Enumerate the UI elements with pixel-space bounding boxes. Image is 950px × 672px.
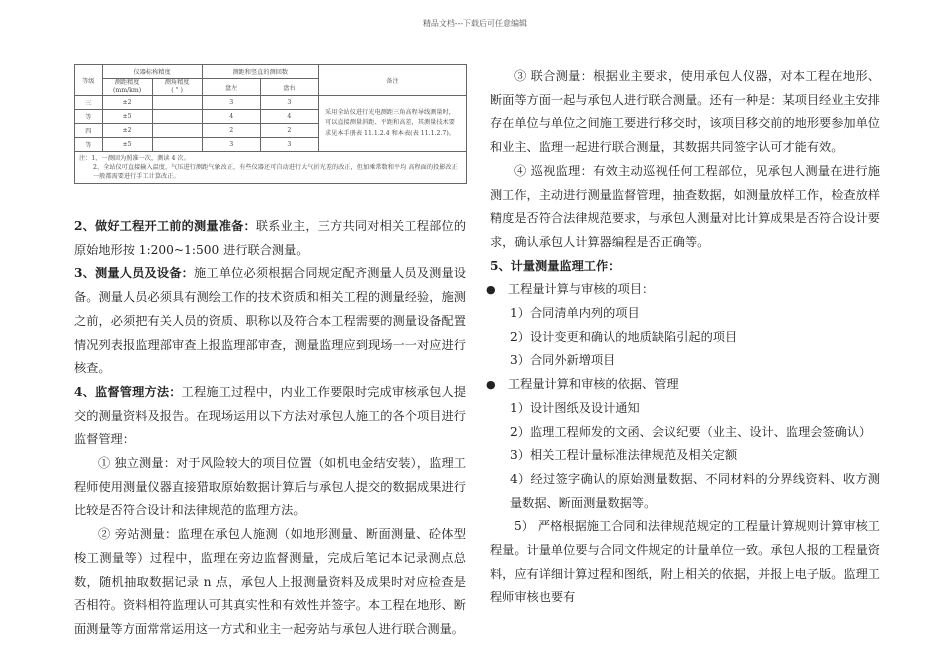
list-item: 2）监理工程师发的文函、会议纪要（业主、设计、监理会签确认） [510, 424, 872, 439]
th-remark: 备注 [318, 65, 466, 96]
th-rounds: 测距和竖直的测回数 [202, 65, 318, 79]
section-3: 3、测量人员及设备：施工单位必须根据合同规定配齐测量人员及测量设备。测量人员必须具有测绘工作的技术资质和相关工程的测量经验，施测之前，必须把有关人员的资质、职称以及符合本工程需要的测量设备配置情况列表报监理部审查上报监理部审查，测量监理应到现场一一对应进行核查。 [74, 266, 467, 376]
section-4-title: 4、监督管理方法： [74, 384, 182, 399]
table-notes: 注：1、一测回为照准一次，测读 4 次。 2、全站仪可直接输入温度、气压进行测距气象改正，有些仪器还可自动进行大气折光差的改正，但加乘常数和平均 高程面的投影改正一般都需要进行手工计算改正。 [75, 152, 467, 184]
table-row: 四 ±2 2 2 [75, 124, 467, 138]
method-patrol: ④ 巡视监理：有效主动巡视任何工程部位，见承包人测量在进行施测工作，主动进行测量监督管理，抽查数据，如测量放样工作，检查放样精度是否符合法律规范要求，与承包人测量对比计算成果是否符合设计要求，确认承包人计算器编程是否正确等。 [490, 163, 880, 249]
section-2-title: 2、做好工程开工前的测量准备： [74, 219, 256, 233]
th-level: 等级 [75, 65, 103, 96]
section-5-title: 5、计量测量监理工作： [490, 258, 621, 273]
method-independent: ① 独立测量：对于风险较大的项目位置（如机电金结安装），监理工程师使用测量仪器直接猎取原始数据计算后与承包人提交的数据成果进行比较是否符合设计和法律规范的监理方法。 [74, 456, 466, 518]
list-item: 4）经过签字确认的原始测量数据、不同材料的分界线资料、收方测量数据、断面测量数据等。 [510, 471, 880, 510]
th-distance: 测距精度 (mm/km) [102, 79, 152, 96]
table-remark: 采用全站仪进行光电测距三角高程导线测量时，可以直接测量斜距、平距和高差，其测量技术要求见本手册表 11.1.2.4 和本表(表 11.1.2.7)。 [318, 96, 466, 152]
th-instrument: 仪器标称精度 [102, 65, 202, 79]
section-2: 2、做好工程开工前的测量准备：联系业主，三方共同对相关工程部位的原始地形按 1:200~1:500 进行联合测量。 [74, 219, 467, 257]
th-right: 盘右 [260, 79, 318, 96]
method-joint: ③ 联合测量：根据业主要求，使用承包人仪器，对本工程在地形、断面等方面一起与承包人进行联合测量。还有一种是：某项目经业主安排存在单位与单位之间施工要进行移交时，该项目移交前的地形要参加单位和业主、监理一起进行联合测量，其数据共同签字认可才能有效。 [490, 69, 880, 155]
list-item: 3）合同外新增项目 [510, 353, 616, 368]
bullet-items: ● 工程量计算与审核的项目： [490, 278, 880, 302]
list-item: 3）相关工程计量标准法律规范及相关定额 [510, 448, 738, 463]
table-row: 等 ±5 3 3 [75, 138, 467, 152]
th-angle: 测角精度 ( " ) [152, 79, 202, 96]
section-3-title: 3、测量人员及设备： [74, 266, 195, 281]
table-row: 等 ±5 4 4 [75, 110, 467, 124]
left-column [74, 215, 466, 642]
bullet-basis: ● 工程量计算和审核的依据、管理 [490, 373, 880, 397]
right-column [490, 65, 880, 610]
measurement-precision-table [74, 64, 467, 184]
list-item: 2）设计变更和确认的地质缺陷引起的项目 [510, 329, 738, 344]
list-item: 1）设计图纸及设计通知 [510, 400, 640, 415]
section-4: 4、监督管理方法：工程施工过程中，内业工作要限时完成审核承包人提交的测量资料及报告。在现场运用以下方法对承包人施工的各个项目进行监督管理： [74, 384, 467, 447]
method-sidestation: ② 旁站测量：监理在承包人施测（如地形测量、断面测量、砼体型梭工测量等）过程中，监理在旁边监督测量，完成后笔记本记录测点总数，随机抽取数据记录 n 点，承包人上报测量资料及成果时对应检查是否相符。资料相符监理认可其真实性和有效性并签字。本工程在地形、断面测量等方面常常运用这一方式和业主一起旁站与承包人进行联合测量。 [74, 527, 466, 636]
page-header: 精品文档---下载后可任意编辑 [422, 19, 528, 28]
list-item: 1）合同清单内列的项目 [510, 306, 640, 321]
table-row: 三 ±2 3 3 采用全站仪进行光电测距三角高程导线测量时，可以直接测量斜距、平距和高差，其测量技术要求见本手册表 11.1.2.4 和本表(表 11.1.2.7)。 [75, 96, 467, 110]
item-5: 5） 严格根据施工合同和法律规范规定的工程量计算规则计算审核工程量。计量单位要与合同文件规定的计量单位一致。承包人报的工程量资料，应有详细计算过程和图纸，附上相关的依据，并报上电子版。监理工程师审核也要有 [490, 519, 880, 605]
th-left: 盘左 [202, 79, 260, 96]
